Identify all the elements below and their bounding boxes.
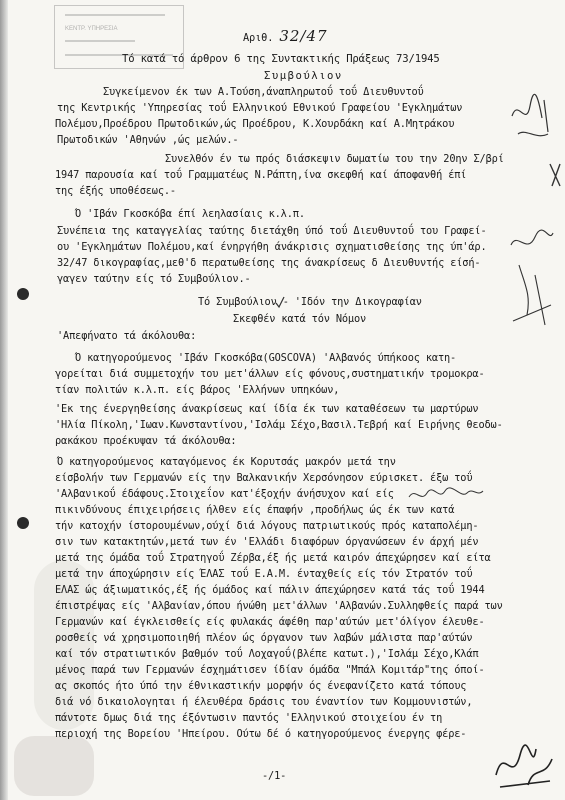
body-line: τήν κατοχήν ίστορουμένων,ούχί διά λόγους πατριωτικούς πρός καταπολέμη- xyxy=(55,520,479,532)
margin-mark xyxy=(548,160,564,190)
number-handwritten: 32/47 xyxy=(279,27,328,45)
body-line: Ό κατηγορούμενος 'Ιβάν Γκοσκόβα(GOSCOVA) 'Αλβανός ύπήκοος κατη- xyxy=(75,352,457,364)
body-line: ρακάκου προέκυψαν τά άκόλουθα: xyxy=(55,435,237,447)
body-line: 32/47 δικογραφίας,μεθ'δ περατωθείσης της άνακρίσεως δ Διευθυντής είσή- xyxy=(57,257,481,269)
body-line: έπιστρέψας είς 'Αλβανίαν,όπου ήνώθη μετ'άλλων 'Αλβανών.Συλληφθείς παρά των xyxy=(55,600,503,612)
council-heading: Τό Συμβούλιον - 'Ιδόν την Δικογραφίαν xyxy=(198,296,422,308)
scan-shadow xyxy=(0,0,8,800)
body-line: διά νό δικαιολογηται ή έλευθέρα δράσις του έναντίον των Κομμουνιστών, xyxy=(55,696,473,708)
inline-handwriting xyxy=(405,485,485,505)
body-line: της Κεντρικής 'Υπηρεσίας τοΰ Ελληνικού Εθνικού Γραφείου 'Εγκλημάτων xyxy=(57,102,463,114)
margin-handwriting-1 xyxy=(508,88,558,148)
body-line: Ό κατηγορούμενος καταγόμενος έκ Κορυτσάς μακρόν μετά την xyxy=(57,456,396,468)
body-line: μένος παρά των Γερμανών έσχημάτισεν ίδίαν όμάδα "Μπάλ Κομιτάρ"της όποί- xyxy=(55,664,485,676)
body-line: ΕΛΑΣ ώς άξιωματικός,έξ ής όμάδος καί πάλιν άπεχώρησεν κατά τάς τοΰ 1944 xyxy=(55,584,485,596)
margin-handwriting-2 xyxy=(505,225,560,335)
body-line: γαγεν ταύτην είς τό Συμβούλιον.- xyxy=(57,273,251,285)
body-line: 1947 παρουσία καί τοΰ Γραμματέως Ν.Ράπτη,ίνα σκεφθή καί άποφανθή έπί xyxy=(55,169,467,181)
body-line: μετά την άποχώρησιν είς ΈΛΑΣ τοΰ Ε.Α.Μ. ένταχθείς είς τόν Στρατόν τοΰ xyxy=(55,568,473,580)
body-line: είσβολήν των Γερμανών είς την Βαλκανικήν Χερσόνησον εύρισκετ. έξω τοΰ xyxy=(55,472,473,484)
document-number xyxy=(243,27,328,45)
body-line: της έξής υποθέσεως.- xyxy=(55,185,176,197)
body-line: Πρωτοδικών 'Αθηνών ,ώς μελών.- xyxy=(57,134,239,146)
body-line: 'Αλβανικοΰ έδάφους.Στοιχεΐον κατ'έξοχήν άνήσυχον καί είς xyxy=(55,488,394,500)
body-line: περιοχή της Βορείου 'Ηπείρου. Ούτω δέ ό κατηγορούμενος ένεργης φέρε- xyxy=(55,728,467,740)
body-line: σιν των κατακτητών,μετά των έν 'Ελλάδι διαφόρων όργανώσεων έν άρχή μέν xyxy=(55,536,479,548)
body-line: Πολέμου,Προέδρου Πρωτοδικών,ώς Προέδρου, Κ.Χουρδάκη καί Α.Μητράκου xyxy=(55,118,455,130)
margin-check xyxy=(275,295,285,309)
council-subheading: Σκεφθέν κατά τόν Νόμον xyxy=(233,313,367,325)
number-label: Αριθ. xyxy=(243,32,274,44)
punch-hole-bottom xyxy=(17,517,29,529)
body-line: καί τόν στρατιωτικόν βαθμόν τοΰ Λοχαγοΰ(βλέπε κατωτ.),'Ισλάμ Σέχο,Κλάπ xyxy=(55,648,479,660)
body-line: μετά της όμάδα τοΰ Στρατηγοΰ Ζέρβα,έξ ής μετά καιρόν άπεχώρησεν καί είτα xyxy=(55,552,491,564)
title-line-1: Τό κατά τό άρθρον 6 της Συντακτικής Πράξεως 73/1945 xyxy=(122,53,440,65)
body-line: 'Εκ της ένεργηθείσης άνακρίσεως καί ίδία έκ των καταθέσεων τω μαρτύρων xyxy=(55,403,479,415)
body-line: ροσθείς νά χρησιμοποιηθή πλέον ώς όργανον των λαβών μάλιστα παρ'αύτών xyxy=(55,632,473,644)
body-line: γορείται διά συμμετοχήν του μετ'άλλων είς φόνους,συστηματικήν τρομοκρα- xyxy=(55,368,485,380)
body-line: 'Ηλία Πίκολη,'Ιωαν.Κωνσταντίνου,'Ισλάμ Σέχο,Βασιλ.Τεβρή καί Ειρήνης θεοδω- xyxy=(55,419,503,431)
body-line: Γερμανών καί έγκλεισθείς είς φυλακάς άφέθη παρ'αύτών μετ'όλίγον έλευθε- xyxy=(55,616,485,628)
stamp-text: ΚΕΝΤΡ. ΥΠΗΡΕΣΙΑ xyxy=(65,26,118,32)
title-line-2: Συμβούλιον xyxy=(264,70,343,82)
body-line: Συνελθόν έν τω πρός διάσκεψιν δωματίω του την 20ην Σ/βρί xyxy=(165,153,504,165)
punch-hole-top xyxy=(17,288,29,300)
body-line: πάντοτε δμως διά της έξόντωσιν παντός 'Ελληνικού στοιχείου έν τη xyxy=(55,712,443,724)
scan-smudge xyxy=(14,736,94,796)
body-line: πικινδύνους έπιχειρήσεις ήλθεν είς έπαφήν ,προδήλως ώς έκ των κατά xyxy=(55,504,455,516)
ruling-heading: 'Απεφήνατο τά άκόλουθα: xyxy=(57,330,197,342)
body-line: Συγκείμενον έκ των Α.Τούση,άναπληρωτοΰ τοΰ Διευθυντοΰ xyxy=(103,86,424,98)
body-line: ου 'Εγκλημάτων Πολέμου,καί ένηργήθη άνάκρισις σχηματισθείσης της ύπ'άρ. xyxy=(57,241,487,253)
case-heading: Ό 'Ιβάν Γκοσκόβα έπί λεηλασίαις κ.λ.π. xyxy=(75,208,305,220)
body-line: τίαν πολιτών κ.λ.π. είς βάρος 'Ελλήνων υπηκόων, xyxy=(55,384,340,396)
body-line: Συνέπεια της καταγγελίας ταύτης διετάχθη ύπό τοΰ Διευθυντοΰ του Γραφεί- xyxy=(57,225,487,237)
page-marker: -/1- xyxy=(262,770,287,782)
body-line: ας σκοπός ήτο ύπό την έθνικαστικήν μορφήν ός ένεφανίζετο κατά τόπους xyxy=(55,680,467,692)
signature-initials xyxy=(490,735,560,795)
